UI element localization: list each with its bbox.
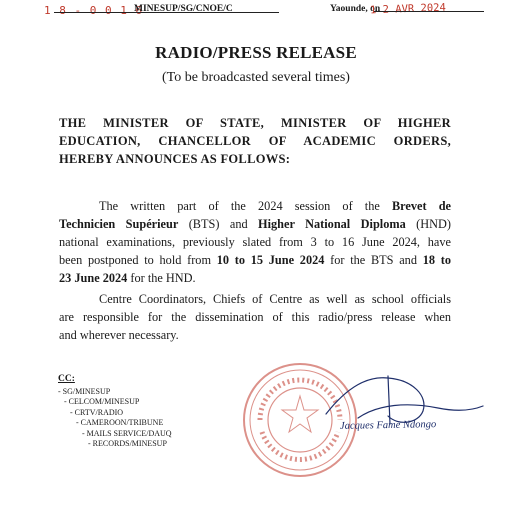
announcement-line-1: THE MINISTER OF STATE, MINISTER OF HIGHER xyxy=(59,116,451,130)
document-subtitle: (To be broadcasted several times) xyxy=(162,70,350,85)
p1-line-4: been postponed to hold from 10 to 15 June 2024 for the BTS and 18 to xyxy=(59,253,451,267)
cc-item: - CAMEROON/TRIBUNE xyxy=(76,418,164,427)
reference-code: MINESUP/SG/CNOE/C xyxy=(134,4,233,14)
date-stamp: 1 2 AVR 2024 xyxy=(369,1,447,17)
cc-item: - SG/MINESUP xyxy=(58,386,111,396)
p2-line-2: are responsible for the dissemination of this radio/press release when xyxy=(59,310,451,324)
paragraph-postponement xyxy=(59,197,451,287)
place-label: Yaounde, on xyxy=(330,4,381,14)
announcement-line-3: HEREBY ANNOUNCES AS FOLLOWS: xyxy=(59,152,291,166)
cc-item: - CRTV/RADIO xyxy=(70,407,124,417)
p1-line-3: national examinations, previously slated from 3 to 16 June 2024, have xyxy=(59,235,451,249)
p1-line-5: 23 June 2024 for the HND. xyxy=(59,271,196,285)
reference-number: 1 8 - 0 0 1 6 xyxy=(44,4,144,17)
reference-line xyxy=(44,3,464,19)
cc-title: CC: xyxy=(58,374,75,384)
p1-line-1: The written part of the 2024 session of the Brevet de xyxy=(99,199,452,213)
announcement-line-2: EDUCATION, CHANCELLOR OF ACADEMIC ORDERS, xyxy=(59,134,451,148)
announcement-heading xyxy=(59,114,451,168)
date-strike-line xyxy=(374,11,484,12)
document-title: RADIO/PRESS RELEASE xyxy=(155,43,357,62)
p2-line-3: and wherever necessary. xyxy=(59,328,179,342)
paragraph-responsibility xyxy=(59,290,451,344)
p2-line-1: Centre Coordinators, Chiefs of Centre as well as school officials xyxy=(99,292,451,306)
p1-line-2: Technicien Supérieur (BTS) and Higher National Diploma (HND) xyxy=(59,217,452,231)
cc-item: - MAILS SERVICE/DAUQ xyxy=(82,428,172,438)
cc-list xyxy=(58,374,172,450)
cc-item: - CELCOM/MINESUP xyxy=(64,397,140,406)
signatory-name: Jacques Fame Ndongo xyxy=(339,419,437,432)
cc-item: - RECORDS/MINESUP xyxy=(88,439,167,448)
